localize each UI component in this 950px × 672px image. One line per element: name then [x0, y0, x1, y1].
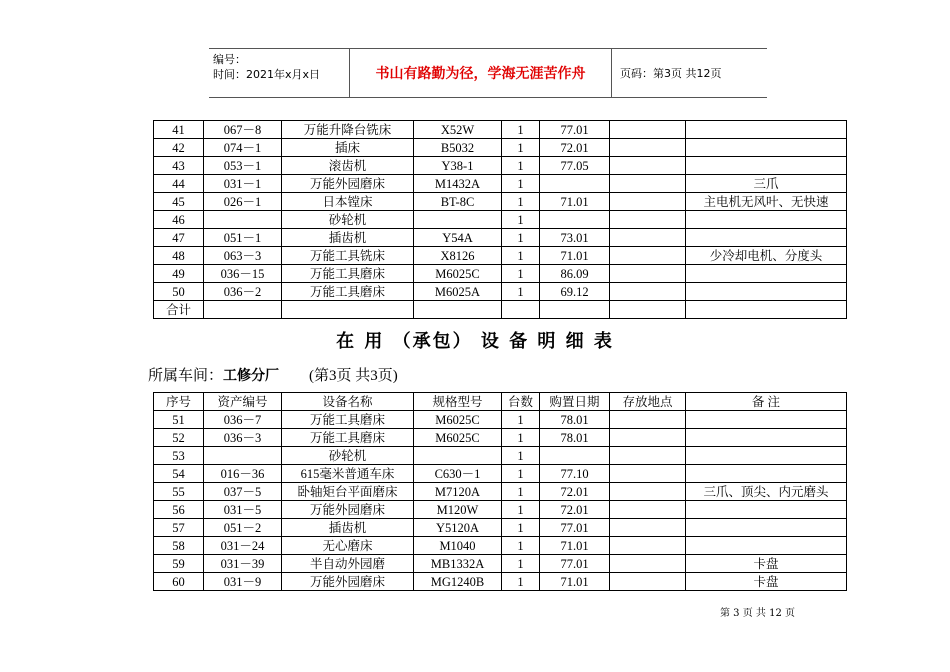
table-cell: 55 — [154, 483, 204, 501]
table-cell: 万能工具磨床 — [282, 265, 414, 283]
table-cell: M1432A — [414, 175, 502, 193]
table-row — [154, 411, 847, 429]
table-cell: 少冷却电机、分度头 — [686, 247, 847, 265]
table-cell: 86.09 — [540, 265, 610, 283]
header-info — [209, 49, 350, 97]
table-cell: 52 — [154, 429, 204, 447]
column-header: 序号 — [154, 393, 204, 411]
header-page-code: 页码：第3页 共12页 — [620, 67, 722, 80]
table-cell: 1 — [502, 229, 540, 247]
table-cell: 71.01 — [540, 247, 610, 265]
table-cell — [686, 465, 847, 483]
table-cell: 77.01 — [540, 519, 610, 537]
table-cell: C630－1 — [414, 465, 502, 483]
table-cell: 1 — [502, 573, 540, 591]
table-cell: 063－3 — [204, 247, 282, 265]
table-cell — [610, 519, 686, 537]
table-cell — [610, 411, 686, 429]
table-cell: 77.01 — [540, 555, 610, 573]
table-cell: 54 — [154, 465, 204, 483]
table-row — [154, 121, 847, 139]
table-cell: 万能外园磨床 — [282, 573, 414, 591]
table-row — [154, 139, 847, 157]
table-cell: 51 — [154, 411, 204, 429]
table-cell — [610, 537, 686, 555]
table-cell: 插齿机 — [282, 519, 414, 537]
table-cell — [414, 211, 502, 229]
table-cell: 卡盘 — [686, 573, 847, 591]
table-cell: 万能外园磨床 — [282, 175, 414, 193]
table-cell: 万能升降台铣床 — [282, 121, 414, 139]
table-row — [154, 247, 847, 265]
table-cell: 卡盘 — [686, 555, 847, 573]
table-cell: M6025C — [414, 429, 502, 447]
table-cell: Y54A — [414, 229, 502, 247]
table-cell: MG1240B — [414, 573, 502, 591]
table-cell: 031－9 — [204, 573, 282, 591]
table-cell — [686, 157, 847, 175]
table-cell — [686, 519, 847, 537]
table-row — [154, 555, 847, 573]
table-cell — [414, 301, 502, 319]
table-cell — [686, 429, 847, 447]
page-footer: 第 3 页 共 12 页 — [720, 608, 795, 619]
table-header-row — [154, 393, 847, 411]
table-cell: 69.12 — [540, 283, 610, 301]
table-cell: 036－2 — [204, 283, 282, 301]
table-cell: 45 — [154, 193, 204, 211]
table-cell: 49 — [154, 265, 204, 283]
table-cell: 72.01 — [540, 483, 610, 501]
table-cell: 036－7 — [204, 411, 282, 429]
table-row — [154, 265, 847, 283]
table-cell — [540, 301, 610, 319]
table-cell: 71.01 — [540, 193, 610, 211]
equipment-table-continued — [153, 120, 847, 319]
table-cell: 031－24 — [204, 537, 282, 555]
table-cell: 三爪、顶尖、内元磨头 — [686, 483, 847, 501]
column-header: 备 注 — [686, 393, 847, 411]
table-cell: 滚齿机 — [282, 157, 414, 175]
table-row — [154, 537, 847, 555]
table-cell: X8126 — [414, 247, 502, 265]
table-cell: 41 — [154, 121, 204, 139]
table-row — [154, 483, 847, 501]
table-cell — [540, 211, 610, 229]
table-cell: 77.01 — [540, 121, 610, 139]
table-cell: 71.01 — [540, 573, 610, 591]
table-cell: 031－1 — [204, 175, 282, 193]
table-cell: 1 — [502, 537, 540, 555]
table-cell — [610, 483, 686, 501]
workshop-label: 所属车间： — [148, 368, 224, 384]
workshop-line — [148, 364, 398, 385]
table-cell: 053－1 — [204, 157, 282, 175]
table-cell — [540, 175, 610, 193]
table-cell: 051－2 — [204, 519, 282, 537]
table-cell — [204, 211, 282, 229]
table-cell: 58 — [154, 537, 204, 555]
table-row — [154, 229, 847, 247]
table-cell: 插床 — [282, 139, 414, 157]
table-cell: M6025A — [414, 283, 502, 301]
total-row — [154, 301, 847, 319]
table-cell — [686, 211, 847, 229]
table-cell: M120W — [414, 501, 502, 519]
table-row — [154, 193, 847, 211]
table-cell — [610, 429, 686, 447]
column-header: 购置日期 — [540, 393, 610, 411]
table-cell — [610, 229, 686, 247]
table-cell: 067－8 — [204, 121, 282, 139]
total-label: 合计 — [154, 301, 204, 319]
table-row — [154, 465, 847, 483]
table-cell — [610, 211, 686, 229]
table-cell: 1 — [502, 465, 540, 483]
table-cell: 53 — [154, 447, 204, 465]
table-cell: 43 — [154, 157, 204, 175]
table-row — [154, 501, 847, 519]
header-motto: 书山有路勤为径，学海无涯苦作舟 — [350, 49, 612, 97]
table-cell: 万能工具铣床 — [282, 247, 414, 265]
table-cell — [686, 139, 847, 157]
table-cell: 1 — [502, 139, 540, 157]
table-cell: 44 — [154, 175, 204, 193]
table-cell: BT-8C — [414, 193, 502, 211]
table-cell: 60 — [154, 573, 204, 591]
table-cell — [610, 175, 686, 193]
table-cell: 半自动外园磨 — [282, 555, 414, 573]
table-cell: 主电机无风叶、无快速 — [686, 193, 847, 211]
table-cell: 037－5 — [204, 483, 282, 501]
table-cell: 036－3 — [204, 429, 282, 447]
table-cell: 1 — [502, 193, 540, 211]
table-cell — [610, 265, 686, 283]
table-cell: 72.01 — [540, 501, 610, 519]
table-cell: M1040 — [414, 537, 502, 555]
table-cell: 016－36 — [204, 465, 282, 483]
table-cell: Y5120A — [414, 519, 502, 537]
table-cell: 78.01 — [540, 411, 610, 429]
table-cell — [610, 465, 686, 483]
table-cell: 1 — [502, 283, 540, 301]
table-cell: 砂轮机 — [282, 211, 414, 229]
column-header: 设备名称 — [282, 393, 414, 411]
header-time: 时间：2021年x月x日 — [213, 68, 321, 81]
table-cell: 1 — [502, 247, 540, 265]
table-cell — [686, 121, 847, 139]
table-cell: 万能工具磨床 — [282, 411, 414, 429]
table-cell: 50 — [154, 283, 204, 301]
table-cell: 026－1 — [204, 193, 282, 211]
table-cell — [686, 411, 847, 429]
table-cell — [686, 501, 847, 519]
table-cell: 万能外园磨床 — [282, 501, 414, 519]
header-number-label: 编号： — [213, 53, 246, 66]
table-cell — [204, 301, 282, 319]
table-cell: 万能工具磨床 — [282, 283, 414, 301]
table-cell: 57 — [154, 519, 204, 537]
table-cell: 1 — [502, 555, 540, 573]
table-cell — [282, 301, 414, 319]
table-cell: 无心磨床 — [282, 537, 414, 555]
table-cell — [686, 447, 847, 465]
equipment-table — [153, 392, 847, 591]
table-cell: M6025C — [414, 411, 502, 429]
table-cell: Y38-1 — [414, 157, 502, 175]
table-cell — [540, 447, 610, 465]
table-cell — [686, 283, 847, 301]
table-cell: 036－15 — [204, 265, 282, 283]
table-cell: 万能工具磨床 — [282, 429, 414, 447]
table-cell: 1 — [502, 411, 540, 429]
table-cell: 1 — [502, 519, 540, 537]
table-cell: 砂轮机 — [282, 447, 414, 465]
table-cell — [686, 265, 847, 283]
table-cell: B5032 — [414, 139, 502, 157]
table-cell — [502, 301, 540, 319]
table-cell — [610, 193, 686, 211]
page-header — [209, 48, 767, 98]
table-cell: 031－39 — [204, 555, 282, 573]
table-cell: 031－5 — [204, 501, 282, 519]
table-cell: 1 — [502, 121, 540, 139]
table-cell — [610, 573, 686, 591]
document-title: 在 用 （承包） 设 备 明 细 表 — [336, 331, 614, 352]
table-cell: 77.10 — [540, 465, 610, 483]
table-cell: 72.01 — [540, 139, 610, 157]
table-cell: MB1332A — [414, 555, 502, 573]
table-cell: 1 — [502, 175, 540, 193]
table-cell: M7120A — [414, 483, 502, 501]
table-cell: 59 — [154, 555, 204, 573]
table-cell: 615毫米普通车床 — [282, 465, 414, 483]
column-header: 存放地点 — [610, 393, 686, 411]
table-cell — [610, 157, 686, 175]
table-row — [154, 157, 847, 175]
table-cell: 46 — [154, 211, 204, 229]
table-cell: 73.01 — [540, 229, 610, 247]
table-cell: 48 — [154, 247, 204, 265]
table-cell — [610, 283, 686, 301]
table-row — [154, 573, 847, 591]
table-cell: 71.01 — [540, 537, 610, 555]
table-row — [154, 429, 847, 447]
table-cell: 三爪 — [686, 175, 847, 193]
table-row — [154, 211, 847, 229]
table-cell: 78.01 — [540, 429, 610, 447]
table-cell — [610, 301, 686, 319]
table-cell: 074－1 — [204, 139, 282, 157]
table-cell — [204, 447, 282, 465]
table-cell: 1 — [502, 501, 540, 519]
column-header: 资产编号 — [204, 393, 282, 411]
table-cell: 77.05 — [540, 157, 610, 175]
table-cell: 1 — [502, 265, 540, 283]
table-cell: 卧轴矩台平面磨床 — [282, 483, 414, 501]
table-cell: 56 — [154, 501, 204, 519]
table-cell — [610, 139, 686, 157]
table-cell — [610, 447, 686, 465]
table-cell: 日本镗床 — [282, 193, 414, 211]
table-cell: M6025C — [414, 265, 502, 283]
table-cell: 1 — [502, 483, 540, 501]
table-cell: X52W — [414, 121, 502, 139]
table-cell: 47 — [154, 229, 204, 247]
table-cell — [686, 537, 847, 555]
table-cell: 1 — [502, 157, 540, 175]
table-cell: 42 — [154, 139, 204, 157]
table-cell — [610, 555, 686, 573]
table-cell — [686, 229, 847, 247]
table-cell — [414, 447, 502, 465]
column-header: 台数 — [502, 393, 540, 411]
column-header: 规格型号 — [414, 393, 502, 411]
table-row — [154, 175, 847, 193]
table-cell: 1 — [502, 429, 540, 447]
table-cell — [610, 121, 686, 139]
workshop-name: 工修分厂 — [223, 368, 280, 384]
table-cell — [610, 501, 686, 519]
table-row — [154, 283, 847, 301]
table-cell — [686, 301, 847, 319]
table-cell: 051－1 — [204, 229, 282, 247]
table-cell — [610, 247, 686, 265]
table-cell: 插齿机 — [282, 229, 414, 247]
table-cell: 1 — [502, 211, 540, 229]
table-row — [154, 519, 847, 537]
workshop-page: (第3页 共3页) — [309, 368, 398, 384]
table-row — [154, 447, 847, 465]
table-cell: 1 — [502, 447, 540, 465]
